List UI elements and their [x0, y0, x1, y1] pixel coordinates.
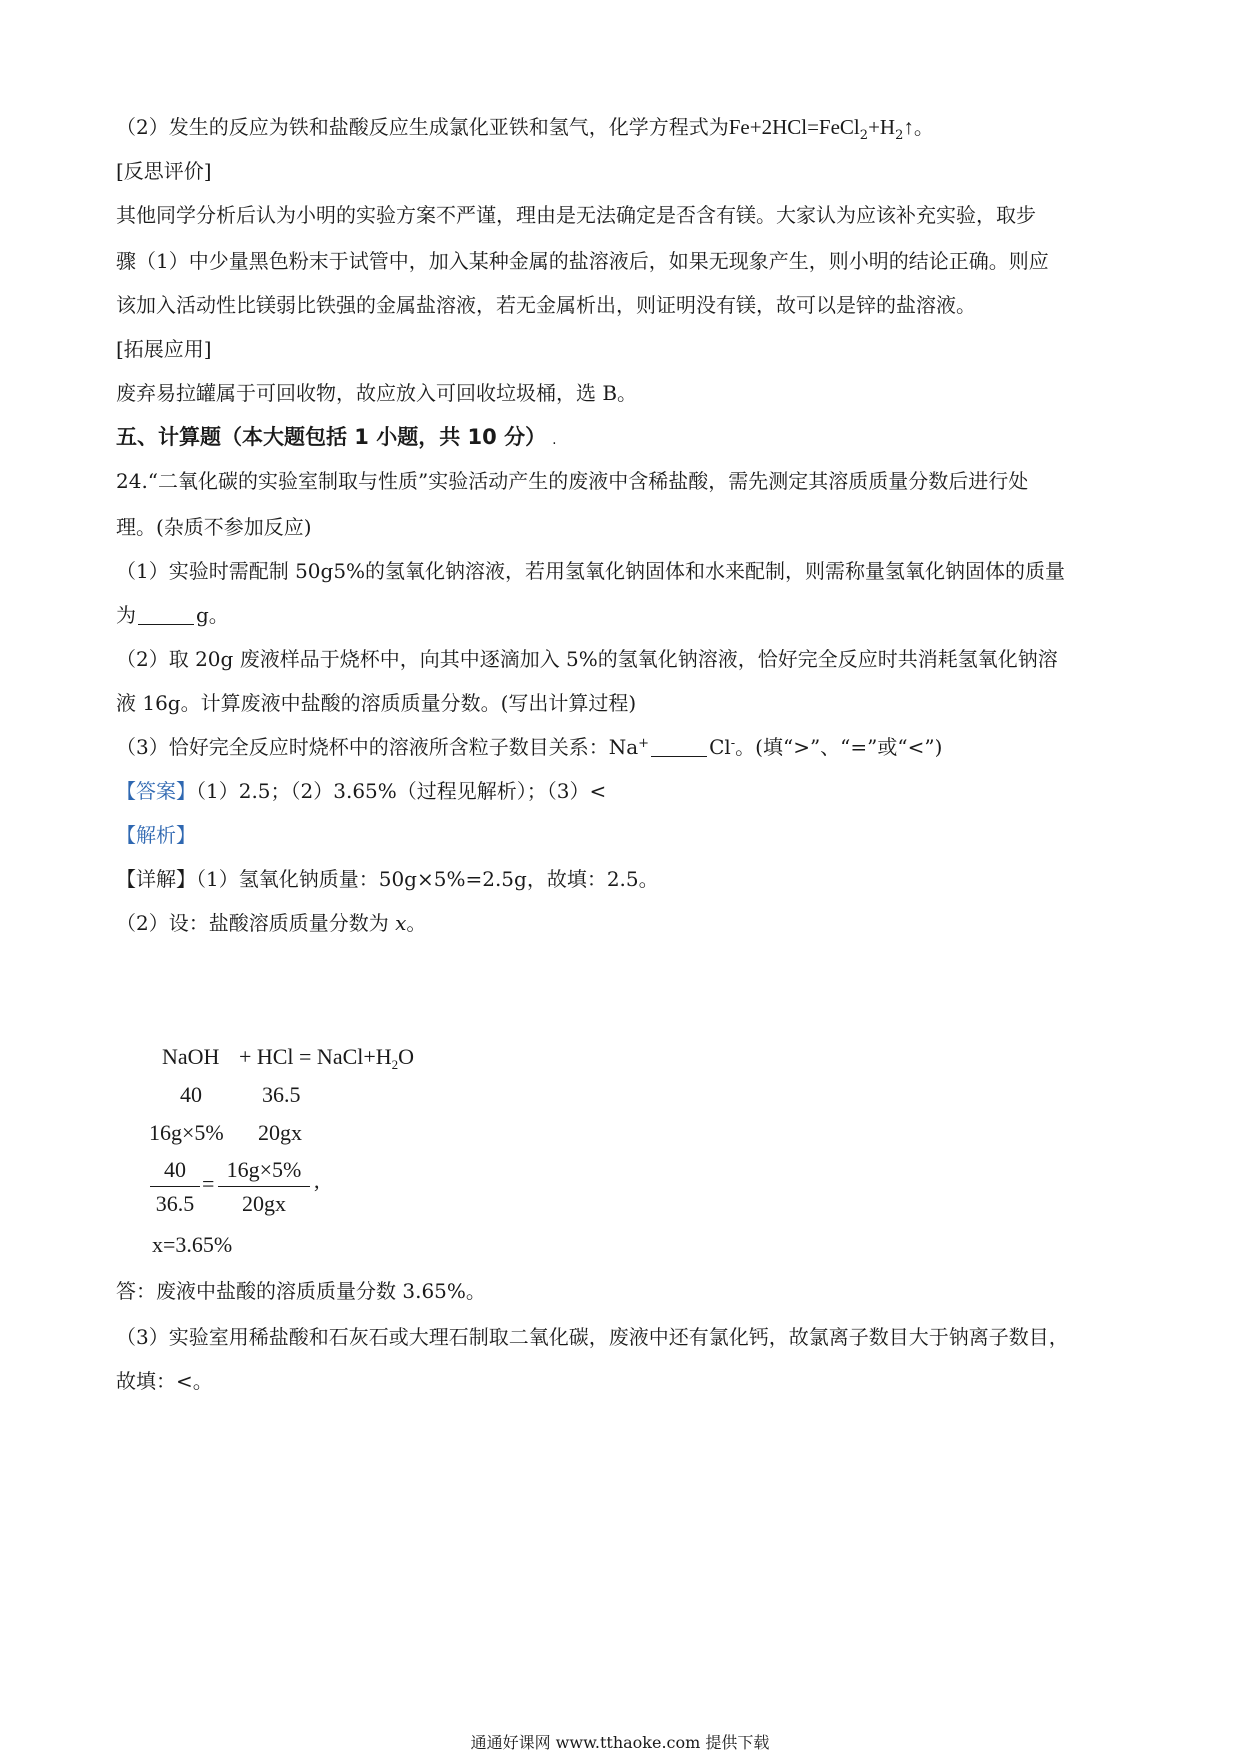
question-24-line: 理。(杂质不参加反应)	[116, 515, 312, 539]
fraction-right	[218, 1154, 310, 1221]
reflect-line: 该加入活动性比镁弱比铁强的金属盐溶液，若无金属析出，则证明没有镁，故可以是锌的盐溶液。	[116, 293, 976, 317]
naoh: NaOH	[162, 1044, 220, 1069]
conclusion: 答：废液中盐酸的溶质质量分数 3.65%。	[116, 1279, 486, 1303]
charge-minus: -	[730, 736, 736, 751]
unknown-mass: 20gx	[258, 1120, 302, 1145]
reaction-paragraph	[116, 103, 1136, 151]
reaction-equation	[162, 1044, 414, 1070]
molar-mass-hcl: 36.5	[262, 1082, 301, 1107]
section-extend-label: [拓展应用]	[116, 337, 212, 361]
question-part2-line: 液 16g。计算废液中盐酸的溶质质量分数。(写出计算过程)	[116, 691, 637, 715]
molar-mass-naoh: 40	[180, 1082, 202, 1107]
answer-line	[116, 767, 1136, 815]
subscript: 2	[391, 1057, 399, 1072]
section-reflect-label: [反思评价]	[116, 159, 212, 183]
set-text: （2）设：盐酸溶质质量分数为	[116, 911, 396, 935]
equation-rest: + HCl = NaCl+H	[238, 1044, 392, 1069]
equation-subscript: 2	[895, 128, 904, 143]
footer-source: 通通好课网 www.tthaoke.com 提供下载	[470, 1733, 770, 1752]
fraction-numerator: 40	[150, 1154, 200, 1187]
equation-plus: +H	[868, 115, 896, 139]
reflect-line: 骤（1）中少量黑色粉末于试管中，加入某种金属的盐溶液后，如果无现象产生，则小明的结论正确。则应	[116, 249, 1049, 273]
result: x=3.65%	[152, 1232, 233, 1257]
detail-tag: 【详解】	[116, 867, 196, 891]
q3-post: 。(填“>”、“=”或“<”)	[735, 735, 943, 759]
oxygen: O	[398, 1044, 415, 1069]
heading-mark: .	[552, 432, 557, 448]
answer-blank	[651, 738, 707, 757]
chloride: Cl	[709, 735, 731, 759]
equation-lhs: Fe+2HCl=FeCl	[728, 115, 860, 139]
period: 。	[913, 115, 934, 139]
charge-plus: +	[638, 736, 650, 751]
unit: g。	[196, 603, 229, 627]
reaction-text: （2）发生的反应为铁和盐酸反应生成氯化亚铁和氢气，化学方程式为	[116, 115, 729, 139]
fraction-numerator: 16g×5%	[218, 1154, 310, 1187]
part3-line: （3）实验室用稀盐酸和石灰石或大理石制取二氧化碳，废液中还有氯化钙，故氯离子数目大于钠离子数目，	[116, 1325, 1069, 1349]
period: 。	[406, 911, 427, 935]
variable: x	[395, 911, 407, 935]
equation-subscript: 2	[859, 128, 869, 143]
heading-text: 五、计算题（本大题包括 1 小题，共 10 分）	[116, 425, 547, 449]
equals-sign: =	[202, 1171, 215, 1196]
answer-text: （1）2.5；（2）3.65%（过程见解析）；（3）<	[196, 779, 607, 803]
detail-line	[116, 855, 1136, 903]
part3-line: 故填：<。	[116, 1369, 213, 1393]
prefix: 为	[116, 603, 136, 627]
q3-pre: （3）恰好完全反应时烧杯中的溶液所含粒子数目关系：Na	[116, 735, 639, 759]
question-part2-line: （2）取 20g 废液样品于烧杯中，向其中逐滴加入 5%的氢氧化钠溶液，恰好完全反应时共消耗氢氧化钠溶	[116, 647, 1058, 671]
set-variable-line	[116, 899, 1136, 947]
question-part3	[116, 723, 1136, 771]
fraction-denominator: 36.5	[155, 1191, 195, 1216]
answer-tag: 【答案】	[116, 779, 196, 803]
question-24-line: 24.“二氧化碳的实验室制取与性质”实验活动产生的废液中含稀盐酸，需先测定其溶质质量分数后进行处	[116, 469, 1029, 493]
given-mass: 16g×5%	[149, 1120, 224, 1145]
question-part1-line2	[116, 591, 1136, 639]
extend-text: 废弃易拉罐属于可回收物，故应放入可回收垃圾桶，选 B。	[116, 381, 638, 405]
analysis-tag: 【解析】	[116, 823, 196, 847]
detail-text: （1）氢氧化钠质量：50g×5%=2.5g，故填：2.5。	[196, 867, 659, 891]
answer-blank	[138, 606, 194, 625]
fraction-left	[150, 1154, 200, 1221]
fraction-denominator: 20gx	[242, 1191, 286, 1216]
question-part1-line: （1）实验时需配制 50g5%的氢氧化钠溶液，若用氢氧化钠固体和水来配制，则需称量氢氧化钠固体的质量	[116, 559, 1066, 583]
gas-arrow-icon: ↑	[903, 115, 914, 139]
reflect-line: 其他同学分析后认为小明的实验方案不严谨，理由是无法确定是否含有镁。大家认为应该补充实验，取步	[116, 203, 1036, 227]
comma: ,	[314, 1168, 320, 1193]
